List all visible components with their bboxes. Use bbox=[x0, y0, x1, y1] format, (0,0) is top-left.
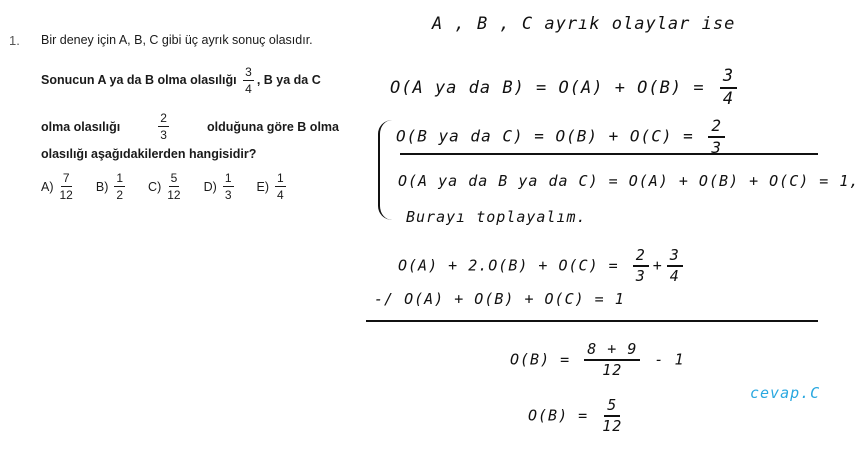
choice-fraction bbox=[60, 172, 73, 201]
fraction-numerator: 3 bbox=[245, 65, 252, 79]
fraction-numerator: 2 bbox=[160, 111, 167, 125]
fraction-denominator: 3 bbox=[160, 128, 167, 142]
question-line-3-end: olduğuna göre B olma bbox=[207, 119, 339, 134]
equation-fraction bbox=[602, 398, 622, 434]
fraction-numerator: 1 bbox=[224, 171, 232, 185]
fraction-denominator: 3 bbox=[711, 138, 722, 157]
equation-lhs: O(B) = bbox=[510, 350, 571, 369]
fraction-two-thirds bbox=[158, 112, 169, 141]
question-line-2-end: , B ya da C bbox=[256, 72, 321, 87]
choice-b[interactable] bbox=[96, 172, 128, 201]
answer-choices bbox=[41, 172, 309, 201]
choice-label: D) bbox=[203, 179, 217, 194]
choice-fraction bbox=[167, 172, 180, 201]
choice-c[interactable] bbox=[148, 172, 184, 201]
fraction-denominator: 12 bbox=[602, 361, 623, 379]
sum-rule-1 bbox=[400, 153, 818, 155]
choice-e[interactable] bbox=[257, 172, 289, 201]
fraction-numerator: 2 bbox=[708, 118, 725, 138]
fraction-denominator: 3 bbox=[224, 188, 232, 202]
fraction-numerator: 2 bbox=[633, 248, 649, 267]
choice-fraction bbox=[275, 172, 286, 201]
fraction-denominator: 12 bbox=[602, 417, 623, 435]
equation-text: O(A) + 2.O(B) + O(C) = bbox=[398, 256, 619, 275]
choice-label: A) bbox=[41, 179, 54, 194]
choice-label: E) bbox=[256, 179, 269, 194]
fraction-denominator: 4 bbox=[245, 82, 252, 96]
fraction-numerator: 3 bbox=[667, 248, 683, 267]
equation-a-or-b-or-c: O(A ya da B ya da C) = O(A) + O(B) + O(C) = 1, bbox=[398, 172, 860, 190]
question-block bbox=[0, 0, 360, 450]
fraction-numerator: 5 bbox=[604, 398, 620, 417]
equation-fraction bbox=[708, 118, 725, 156]
solution-heading: A , B , C ayrık olaylar ise bbox=[432, 14, 736, 34]
equation-subtract: -/ O(A) + O(B) + O(C) = 1 bbox=[374, 290, 625, 308]
question-line-4: olasılığı aşağıdakilerden hangisidir? bbox=[41, 147, 257, 161]
equation-ob-result bbox=[528, 398, 626, 434]
choice-d[interactable] bbox=[204, 172, 237, 201]
question-line-2 bbox=[41, 66, 321, 95]
equation-fraction bbox=[667, 248, 683, 284]
note-add-these: Burayı toplayalım. bbox=[406, 208, 587, 226]
equation-a-or-b bbox=[390, 68, 741, 108]
fraction-denominator: 2 bbox=[116, 188, 124, 202]
equation-fraction bbox=[720, 68, 737, 108]
fraction-numerator: 1 bbox=[116, 171, 124, 185]
fraction-denominator: 12 bbox=[59, 188, 73, 202]
fraction-denominator: 4 bbox=[722, 89, 735, 109]
equation-ob-step bbox=[510, 342, 685, 378]
choice-fraction bbox=[223, 172, 234, 201]
equation-text: O(A ya da B) = O(A) + O(B) = bbox=[390, 78, 705, 98]
equation-fraction bbox=[633, 248, 649, 284]
question-line-2-start: Sonucun A ya da B olma olasılığı bbox=[41, 72, 237, 87]
equation-text: O(B ya da C) = O(B) + O(C) = bbox=[396, 126, 694, 146]
fraction-denominator: 4 bbox=[277, 188, 284, 202]
equation-sum bbox=[398, 248, 687, 284]
choice-fraction bbox=[114, 172, 125, 201]
fraction-numerator: 5 bbox=[170, 171, 178, 185]
fraction-denominator: 4 bbox=[669, 267, 680, 285]
question-line-3-start: olma olasılığı bbox=[41, 119, 121, 134]
system-bracket bbox=[378, 120, 394, 220]
fraction-numerator: 1 bbox=[277, 171, 284, 185]
fraction-numerator: 7 bbox=[62, 171, 70, 185]
choice-label: C) bbox=[148, 179, 162, 194]
fraction-numerator: 8 + 9 bbox=[584, 342, 640, 361]
plus-sign: + bbox=[652, 256, 663, 275]
answer-note: cevap.C bbox=[750, 384, 821, 402]
equation-lhs: O(B) = bbox=[528, 406, 589, 425]
equation-fraction bbox=[584, 342, 640, 378]
sum-rule-2 bbox=[366, 320, 818, 322]
question-number: 1. bbox=[9, 33, 20, 48]
equation-rhs: - 1 bbox=[654, 350, 685, 369]
fraction-denominator: 3 bbox=[635, 267, 646, 285]
question-line-3 bbox=[41, 112, 339, 141]
choice-label: B) bbox=[95, 179, 109, 194]
fraction-three-quarters bbox=[243, 66, 254, 95]
choice-a[interactable] bbox=[41, 172, 76, 201]
equation-b-or-c bbox=[396, 118, 729, 156]
question-line-1: Bir deney için A, B, C gibi üç ayrık sonuç olasıdır. bbox=[41, 33, 313, 47]
fraction-numerator: 3 bbox=[720, 68, 737, 89]
handwritten-solution bbox=[360, 0, 868, 450]
fraction-denominator: 12 bbox=[167, 188, 181, 202]
